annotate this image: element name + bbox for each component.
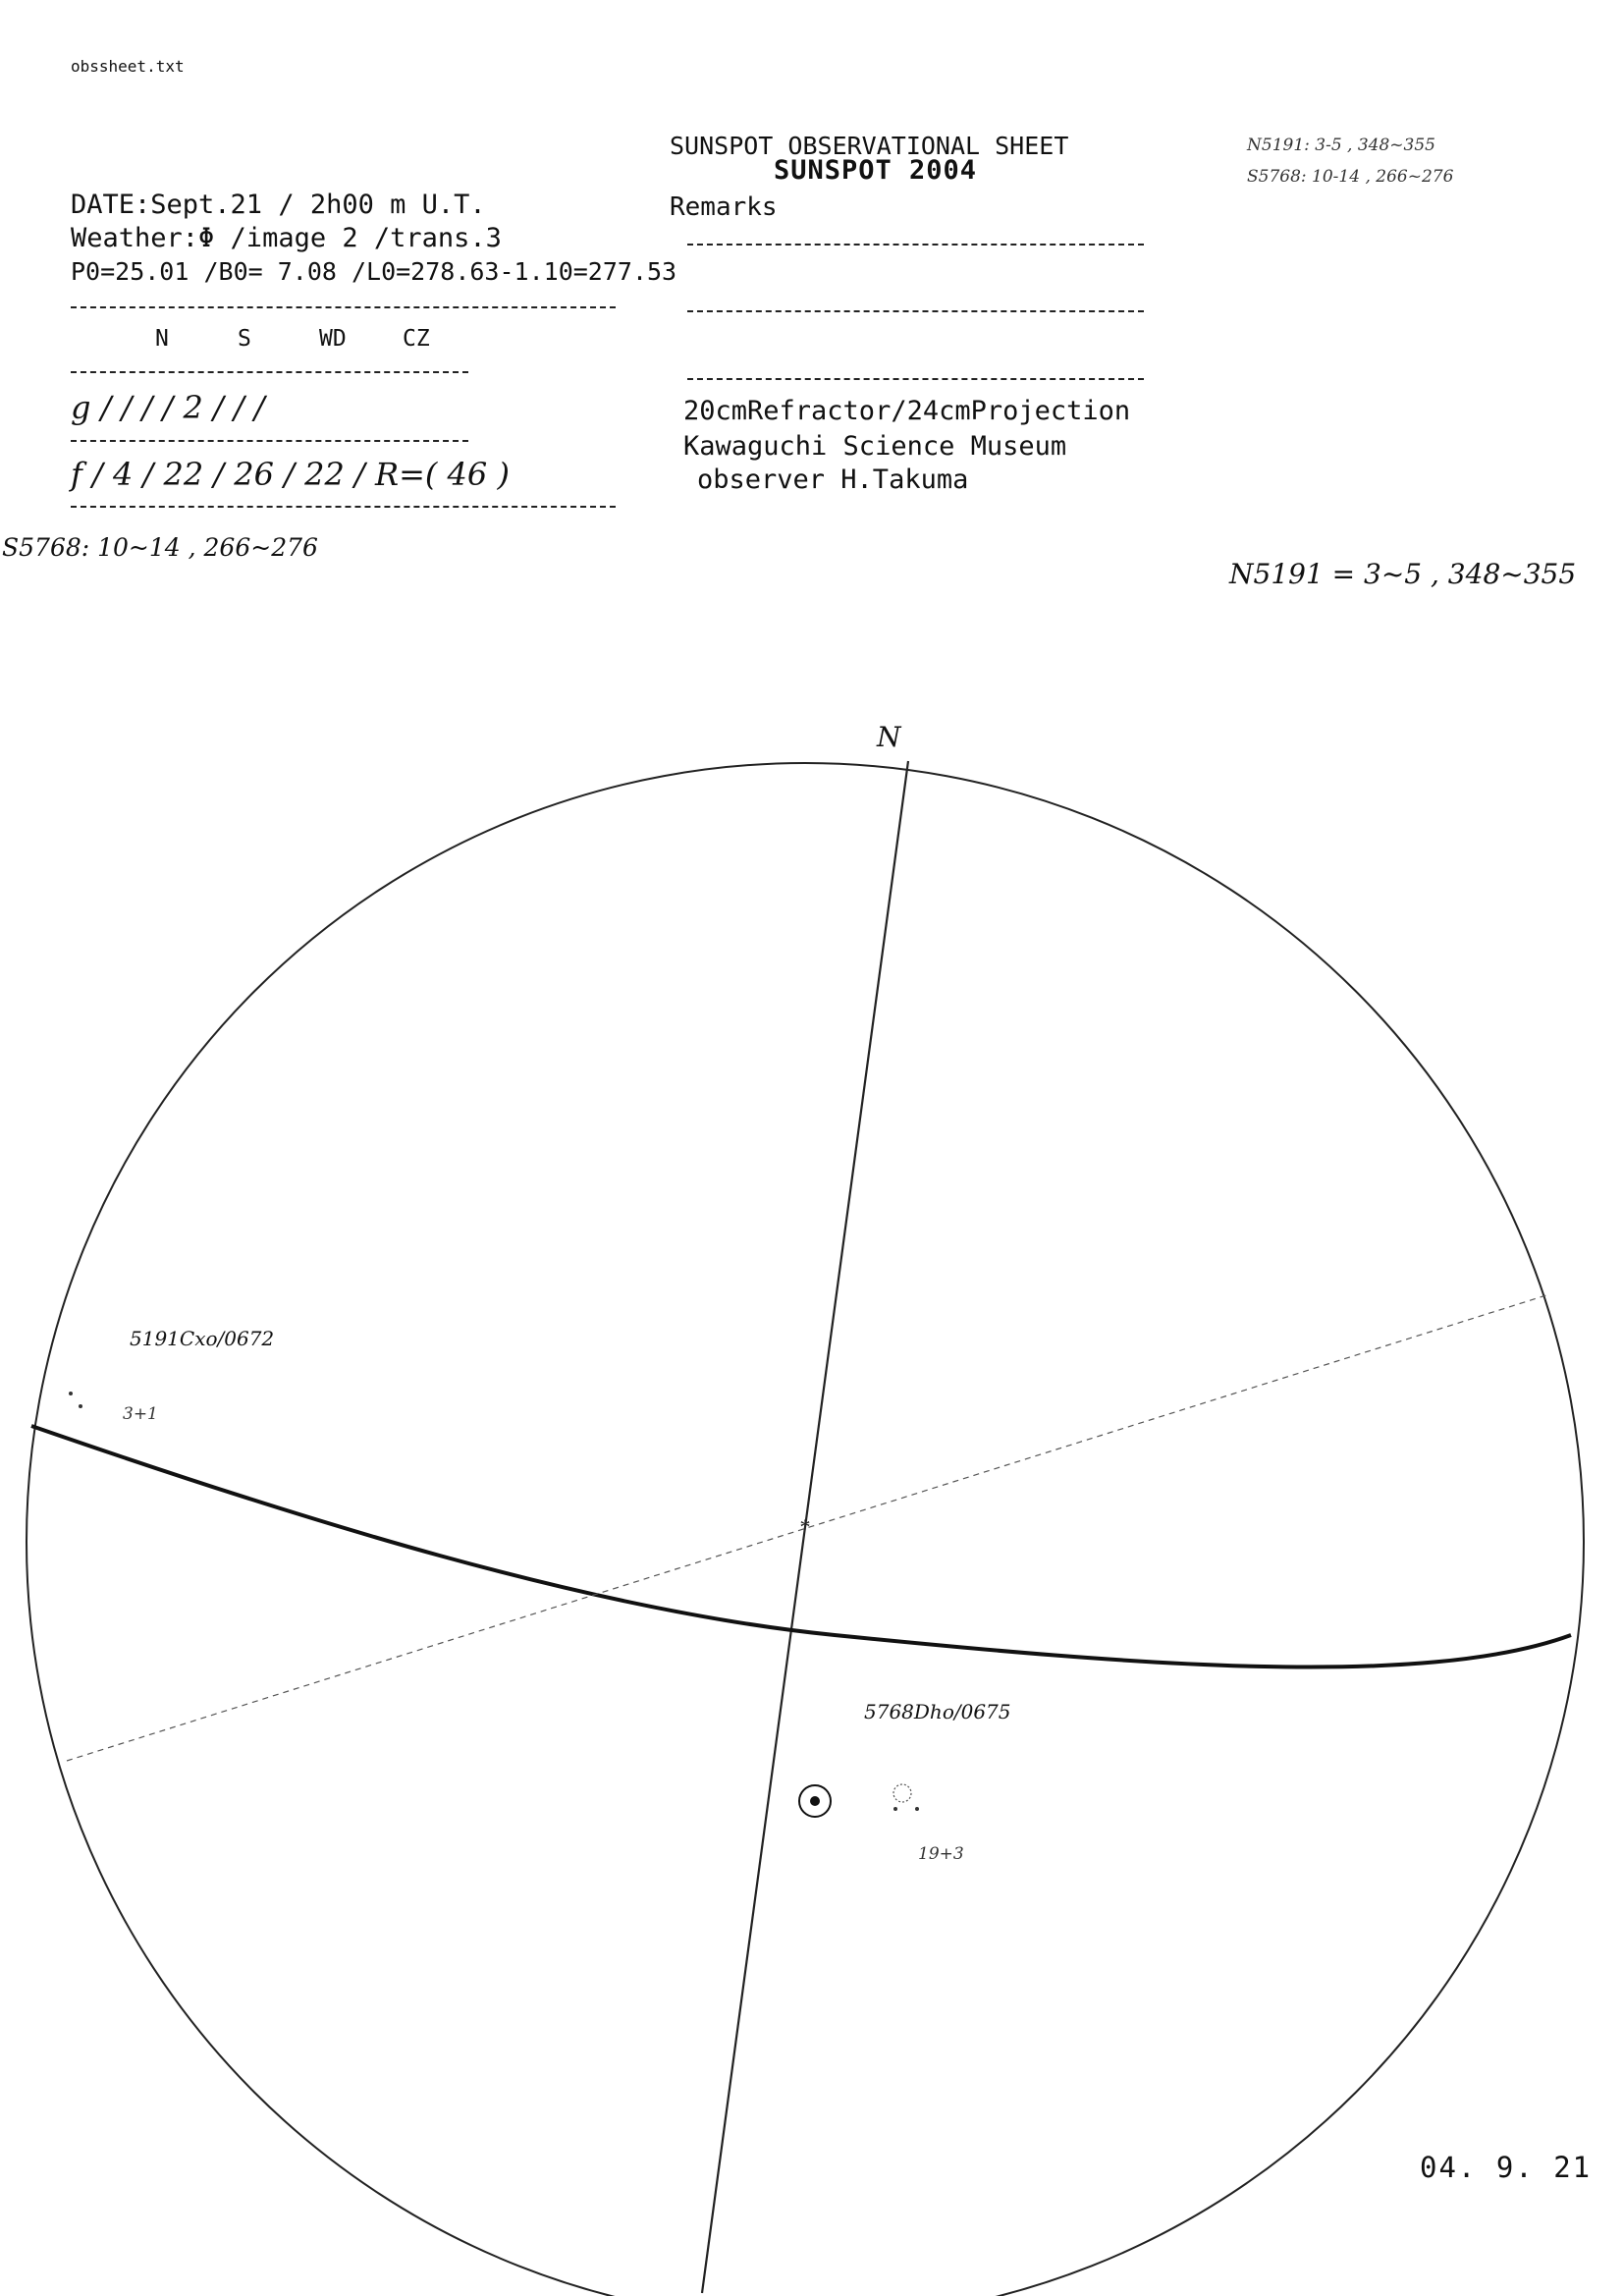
column-header-cz: CZ [403,326,430,352]
sheet-subtitle: SUNSPOT 2004 [774,155,978,186]
sunspot-dot [69,1392,73,1395]
top-right-note-south: S5768: 10-14 , 266~276 [1247,167,1454,187]
solar-equator-line [31,1426,1571,1667]
file-name: obssheet.txt [71,57,185,76]
column-header-wd: WD [319,326,347,352]
sunspot-dot [79,1404,82,1408]
north-label: N [877,721,901,753]
weather-line: Weather:Φ /image 2 /trans.3 [71,223,502,253]
north-region-note: N5191 = 3~5 , 348~355 [1229,558,1577,590]
top-right-note-north: N5191: 3-5 , 348~355 [1247,136,1435,155]
sunspot-umbra [810,1796,820,1806]
date-stamp: 04. 9. 21 [1420,2151,1593,2184]
group-count-row: g / / / / 2 / / / [71,389,265,426]
date-line: DATE:Sept.21 / 2h00 m U.T. [71,190,486,220]
column-header-n: N [155,326,169,352]
remarks-label: Remarks [670,192,778,222]
column-header-s: S [238,326,251,352]
sunspot-dot [893,1807,897,1811]
observer-line: observer H.Takuma [697,465,969,495]
region-5191-count: 3+1 [123,1404,158,1424]
sheet-title: SUNSPOT OBSERVATIONAL SHEET [670,132,1069,160]
observatory-line: Kawaguchi Science Museum [683,431,1067,462]
region-5768-count: 19+3 [918,1844,964,1864]
parameters-line: P0=25.01 /B0= 7.08 /L0=278.63-1.10=277.53 [71,257,677,286]
instrument-line: 20cmRefractor/24cmProjection [683,396,1131,426]
sunspot-dot [915,1807,919,1811]
spot-count-row: f / 4 / 22 / 26 / 22 / R=( 46 ) [71,456,510,493]
south-region-note: S5768: 10~14 , 266~276 [2,533,318,562]
region-5768-label: 5768Dho/0675 [864,1700,1011,1723]
region-5191-label: 5191Cxo/0672 [130,1327,275,1350]
sunspot-group-small [893,1784,911,1802]
disk-center-mark: * [799,1514,811,1539]
